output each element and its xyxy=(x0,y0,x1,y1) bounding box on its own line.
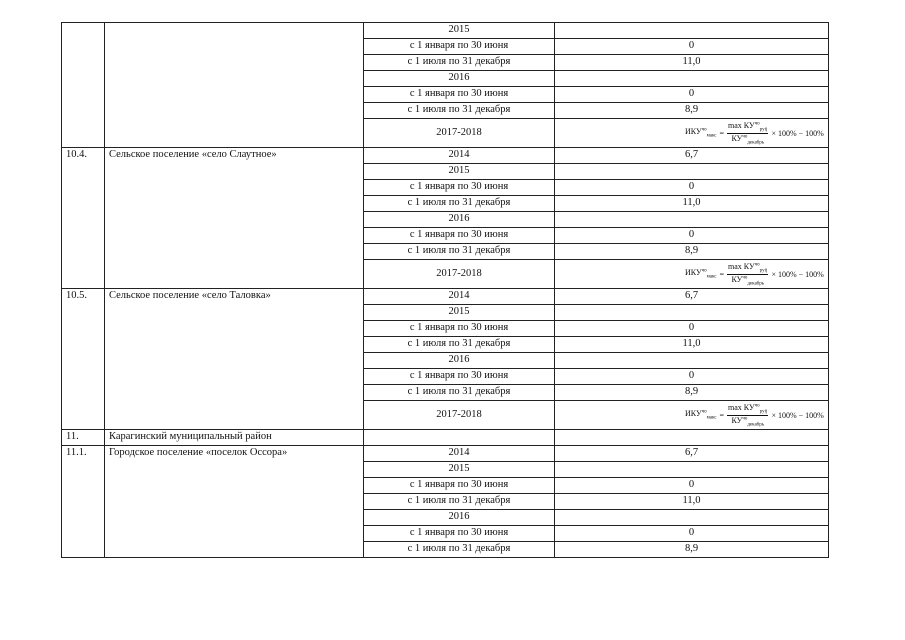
formula-denominator: $КУ^{чо}_{декабрь}$ xyxy=(731,133,764,146)
value-cell xyxy=(555,71,829,87)
period-cell: 2014 xyxy=(364,148,555,164)
formula-eq: = xyxy=(719,269,725,279)
formula-numerator: $\max КУ^{чо}_{pуij}$ xyxy=(728,261,768,274)
table-row xyxy=(62,23,829,39)
period-cell xyxy=(364,430,555,446)
value-cell: 0 xyxy=(555,478,829,494)
period-cell: 2017-2018 xyxy=(364,119,555,148)
value-cell: 6,7 xyxy=(555,446,829,462)
formula-cell xyxy=(555,401,829,430)
formula-numerator: $\max КУ^{чо}_{pуij}$ xyxy=(728,120,768,133)
value-cell: 0 xyxy=(555,228,829,244)
period-cell: с 1 января по 30 июня xyxy=(364,39,555,55)
period-cell: с 1 июля по 31 декабря xyxy=(364,244,555,260)
period-cell: 2014 xyxy=(364,289,555,305)
settlement-name: Городское поселение «поселок Оссора» xyxy=(105,446,364,558)
value-cell: 6,7 xyxy=(555,148,829,164)
tariff-table-body xyxy=(62,23,829,558)
period-cell: 2016 xyxy=(364,353,555,369)
formula-eq: = xyxy=(719,128,725,138)
period-cell: с 1 июля по 31 декабря xyxy=(364,494,555,510)
formula-lhs: $ИКУ^{чо}_{макс}$ xyxy=(685,409,717,421)
period-cell: 2017-2018 xyxy=(364,260,555,289)
formula-denominator: $КУ^{чо}_{декабрь}$ xyxy=(731,274,764,287)
value-cell: 11,0 xyxy=(555,55,829,71)
value-cell xyxy=(555,164,829,180)
value-cell: 0 xyxy=(555,369,829,385)
period-cell: с 1 июля по 31 декабря xyxy=(364,196,555,212)
row-number: 11. xyxy=(62,430,105,446)
value-cell: 0 xyxy=(555,87,829,103)
index-formula xyxy=(685,262,824,286)
period-cell: с 1 июля по 31 декабря xyxy=(364,55,555,71)
settlement-name xyxy=(105,23,364,148)
value-cell: 0 xyxy=(555,180,829,196)
value-cell xyxy=(555,305,829,321)
formula-cell xyxy=(555,260,829,289)
formula-tail: × 100% − 100% xyxy=(771,128,824,138)
period-cell: 2014 xyxy=(364,446,555,462)
period-cell: с 1 января по 30 июня xyxy=(364,228,555,244)
period-cell: с 1 июля по 31 декабря xyxy=(364,542,555,558)
value-cell xyxy=(555,353,829,369)
table-row xyxy=(62,148,829,164)
period-cell: с 1 января по 30 июня xyxy=(364,478,555,494)
period-cell: 2015 xyxy=(364,164,555,180)
table-row xyxy=(62,289,829,305)
period-cell: 2015 xyxy=(364,462,555,478)
value-cell: 11,0 xyxy=(555,494,829,510)
value-cell xyxy=(555,462,829,478)
period-cell: с 1 июля по 31 декабря xyxy=(364,103,555,119)
index-formula xyxy=(685,403,824,427)
formula-fraction xyxy=(727,403,768,427)
value-cell xyxy=(555,430,829,446)
formula-fraction xyxy=(727,262,768,286)
formula-denominator: $КУ^{чо}_{декабрь}$ xyxy=(731,415,764,428)
index-formula xyxy=(685,121,824,145)
settlement-name: Карагинский муниципальный район xyxy=(105,430,364,446)
value-cell: 11,0 xyxy=(555,337,829,353)
value-cell: 8,9 xyxy=(555,244,829,260)
formula-fraction xyxy=(727,121,768,145)
period-cell: 2017-2018 xyxy=(364,401,555,430)
value-cell: 0 xyxy=(555,526,829,542)
settlement-name: Сельское поселение «село Таловка» xyxy=(105,289,364,430)
value-cell: 8,9 xyxy=(555,103,829,119)
period-cell: с 1 января по 30 июня xyxy=(364,321,555,337)
period-cell: с 1 января по 30 июня xyxy=(364,369,555,385)
table-row xyxy=(62,446,829,462)
value-cell: 11,0 xyxy=(555,196,829,212)
value-cell xyxy=(555,510,829,526)
value-cell: 8,9 xyxy=(555,385,829,401)
settlement-name: Сельское поселение «село Слаутное» xyxy=(105,148,364,289)
formula-lhs: $ИКУ^{чо}_{макс}$ xyxy=(685,127,717,139)
period-cell: с 1 июля по 31 декабря xyxy=(364,337,555,353)
value-cell: 0 xyxy=(555,321,829,337)
period-cell: 2016 xyxy=(364,510,555,526)
row-number: 10.5. xyxy=(62,289,105,430)
row-number xyxy=(62,23,105,148)
period-cell: 2015 xyxy=(364,305,555,321)
value-cell: 6,7 xyxy=(555,289,829,305)
formula-lhs: $ИКУ^{чо}_{макс}$ xyxy=(685,268,717,280)
period-cell: 2016 xyxy=(364,71,555,87)
value-cell: 8,9 xyxy=(555,542,829,558)
tariff-table xyxy=(61,22,829,558)
period-cell: с 1 января по 30 июня xyxy=(364,526,555,542)
value-cell: 0 xyxy=(555,39,829,55)
value-cell xyxy=(555,23,829,39)
value-cell xyxy=(555,212,829,228)
period-cell: 2015 xyxy=(364,23,555,39)
period-cell: с 1 января по 30 июня xyxy=(364,87,555,103)
formula-numerator: $\max КУ^{чо}_{pуij}$ xyxy=(728,402,768,415)
formula-tail: × 100% − 100% xyxy=(771,410,824,420)
row-number: 11.1. xyxy=(62,446,105,558)
row-number: 10.4. xyxy=(62,148,105,289)
period-cell: 2016 xyxy=(364,212,555,228)
table-row xyxy=(62,430,829,446)
period-cell: с 1 июля по 31 декабря xyxy=(364,385,555,401)
formula-cell xyxy=(555,119,829,148)
period-cell: с 1 января по 30 июня xyxy=(364,180,555,196)
formula-eq: = xyxy=(719,410,725,420)
formula-tail: × 100% − 100% xyxy=(771,269,824,279)
